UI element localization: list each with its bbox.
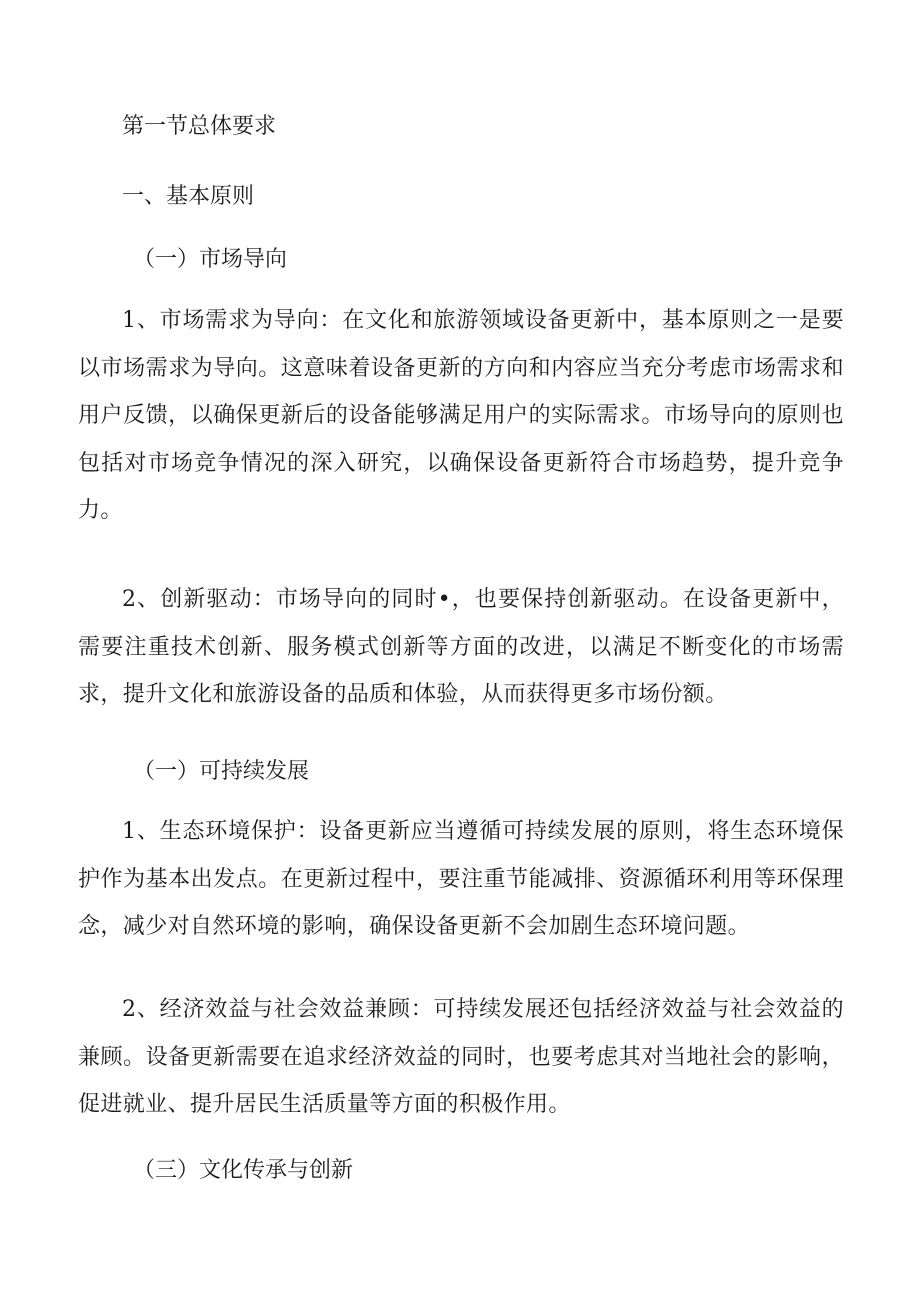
paragraph-ecological-protection: 1、生态环境保护：设备更新应当遵循可持续发展的原则，将生态环境保护作为基本出发点。在更新过程中，要注重节能减排、资源循环利用等环保理念，减少对自然环境的影响，确保设备更新不会加剧生态环境问题。 (78, 819, 844, 939)
section-title: 第一节总体要求 (122, 114, 277, 139)
heading-basic-principles: 一、基本原则 (122, 184, 255, 209)
subheading-sustainable-development: （一）可持续发展 (133, 759, 310, 784)
paragraph-economic-social-benefits: 2、经济效益与社会效益兼顾：可持续发展还包括经济效益与社会效益的兼顾。设备更新需要在追求经济效益的同时，也要考虑其对当地社会的影响，促进就业、提升居民生活质量等方面的积极作用。 (78, 997, 844, 1117)
paragraph-market-demand: 1、市场需求为导向：在文化和旅游领域设备更新中，基本原则之一是要以市场需求为导向。这意味着设备更新的方向和内容应当充分考虑市场需求和用户反馈，以确保更新后的设备能够满足用户的实际需求。市场导向的原则也包括对市场竞争情况的深入研究，以确保设备更新符合市场趋势，提升竞争力。 (78, 308, 844, 523)
paragraph-innovation-driven: 2、创新驱动：市场导向的同时•，也要保持创新驱动。在设备更新中，需要注重技术创新、服务模式创新等方面的改进，以满足不断变化的市场需求，提升文化和旅游设备的品质和体验，从而获得更多市场份额。 (78, 587, 844, 707)
subheading-cultural-heritage: （三）文化传承与创新 (133, 1158, 354, 1183)
subheading-market-orientation: （一）市场导向 (133, 247, 288, 272)
